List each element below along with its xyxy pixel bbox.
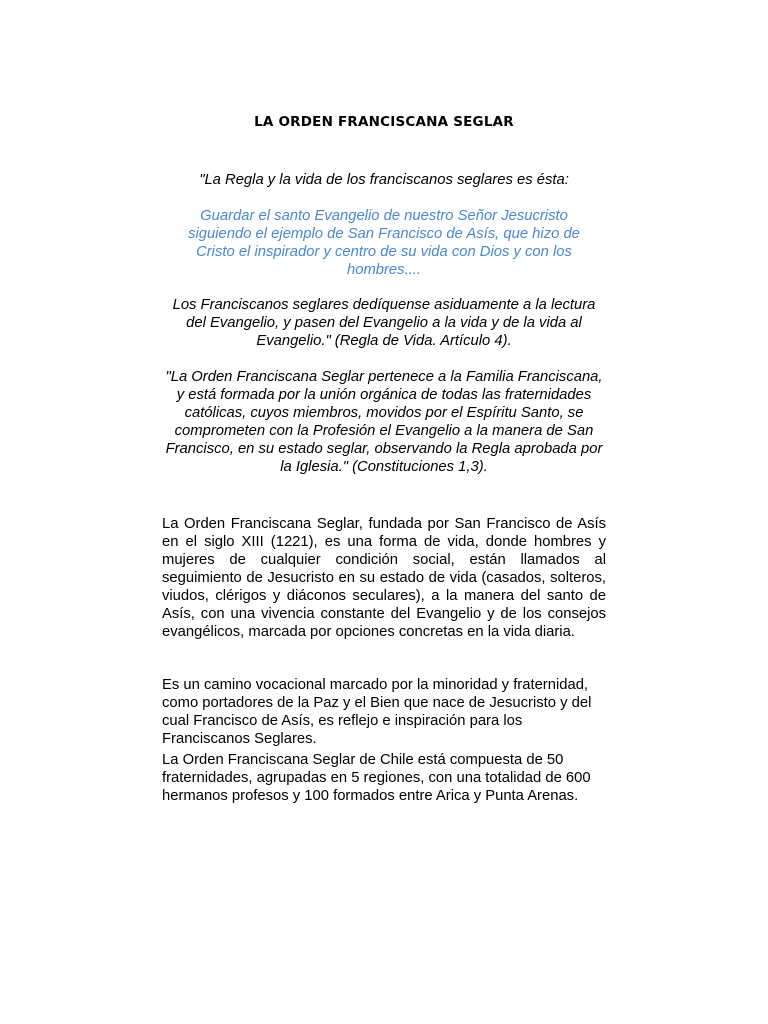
body-paragraph-history: La Orden Franciscana Seglar, fundada por San Francisco de Asís en el siglo XIII (1221), es una forma de vida, donde hombres y mujeres de cualquier condición social, están llamados al seguimiento de Jesucristo en su estado de vida (casados, solteros, viudos, clérigos y diáconos seculares), a la manera del santo de Asís, con una vivencia constante del Evangelio y de los consejos evangélicos, marcada por opciones concretas en la vida diaria. <box>162 516 606 640</box>
body-paragraph-vocation: Es un camino vocacional marcado por la minoridad y fraternidad, como portadores de la Paz y el Bien que nace de Jesucristo y del cual Francisco de Asís, es reflejo e inspiración para los Franciscanos Seglares. <box>162 677 592 747</box>
quote-regla-highlight: Guardar el santo Evangelio de nuestro Señor Jesucristo siguiendo el ejemplo de San Francisco de Asís, que hizo de Cristo el inspirador y centro de su vida con Dios y con los hombres.... <box>188 208 580 278</box>
quote-intro: "La Regla y la vida de los franciscanos seglares es ésta: <box>199 172 569 188</box>
body-paragraph-chile: La Orden Franciscana Seglar de Chile está compuesta de 50 fraternidades, agrupadas en 5 regiones, con una totalidad de 600 hermanos profesos y 100 formados entre Arica y Punta Arenas. <box>162 752 591 804</box>
quote-constituciones: "La Orden Franciscana Seglar pertenece a la Familia Franciscana, y está formada por la unión orgánica de todas las fraternidades católicas, cuyos miembros, movidos por el Espíritu Santo, se comprometen con la Profesión el Evangelio a la manera de San Francisco, en su estado seglar, observando la Regla aprobada por la Iglesia." (Constituciones 1,3). <box>165 369 603 475</box>
document-title: LA ORDEN FRANCISCANA SEGLAR <box>254 114 514 130</box>
quote-regla-continuation: Los Franciscanos seglares dedíquense asiduamente a la lectura del Evangelio, y pasen del Evangelio a la vida y de la vida al Evangelio." (Regla de Vida. Artículo 4). <box>172 297 596 349</box>
